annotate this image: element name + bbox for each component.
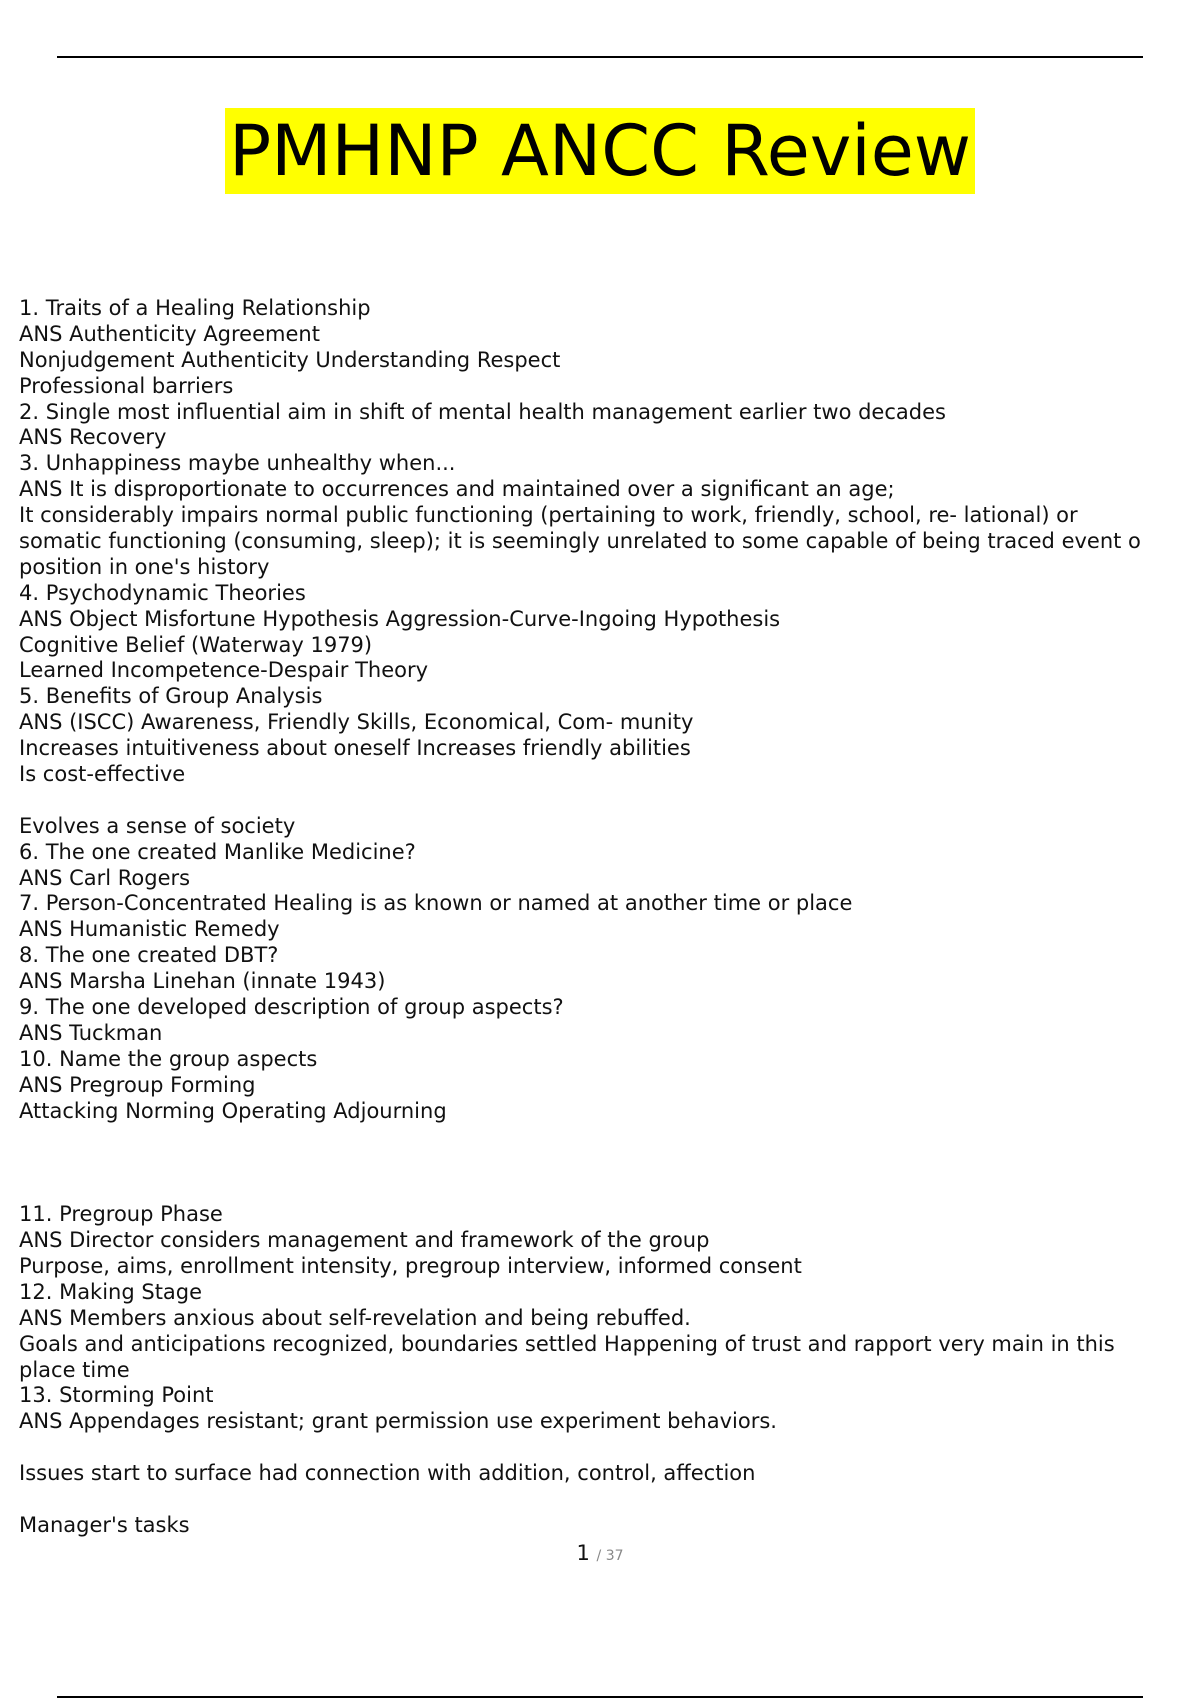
question-line: 7. Person-Concentrated Healing is as known or named at another time or place	[19, 891, 853, 916]
body-line: somatic functioning (consuming, sleep); it is seemingly unrelated to some capable of being traced event o	[19, 529, 1141, 554]
answer-line: ANS (ISCC) Awareness, Friendly Skills, Economical, Com- munity	[19, 710, 694, 735]
body-line: Learned Incompetence-Despair Theory	[19, 658, 429, 683]
body-line: Professional barriers	[19, 373, 234, 398]
question-line: 1. Traits of a Healing Relationship	[19, 296, 371, 320]
page-total: / 37	[596, 1548, 624, 1564]
answer-line: ANS Recovery	[19, 425, 167, 450]
question-line: 10. Name the group aspects	[19, 1046, 318, 1071]
paragraph-gap	[19, 1435, 1200, 1461]
page-indicator	[0, 1541, 1200, 1565]
body-line: Increases intuitiveness about oneself Increases friendly abilities	[19, 736, 691, 761]
body-line: place time	[19, 1357, 130, 1382]
question-line: 8. The one created DBT?	[19, 943, 279, 968]
question-line: 9. The one developed description of group aspects?	[19, 995, 564, 1020]
question-line: 3. Unhappiness maybe unhealthy when...	[19, 451, 456, 476]
body-line: Goals and anticipations recognized, boundaries settled Happening of trust and rapport very main in this	[19, 1331, 1115, 1356]
document-title: PMHNP ANCC Review	[225, 108, 975, 194]
answer-line: ANS Marsha Linehan (innate 1943)	[19, 969, 386, 994]
body-line: It considerably impairs normal public functioning (pertaining to work, friendly, school, re- lational) or	[19, 503, 1078, 528]
answer-line: ANS Authenticity Agreement	[19, 321, 320, 346]
paragraph-gap	[19, 1125, 1200, 1203]
answer-line: ANS It is disproportionate to occurrences and maintained over a significant an age;	[19, 477, 895, 502]
body-line: Evolves a sense of society	[19, 813, 296, 838]
answer-line: ANS Director considers management and framework of the group	[19, 1228, 710, 1253]
answer-line: ANS Carl Rogers	[19, 865, 191, 890]
paragraph-gap	[19, 1487, 1200, 1513]
body-line: Is cost-effective	[19, 762, 186, 787]
question-line: 6. The one created Manlike Medicine?	[19, 839, 416, 864]
body-line: Attacking Norming Operating Adjourning	[19, 1098, 447, 1123]
body-line: position in one's history	[19, 554, 270, 579]
answer-line: ANS Members anxious about self-revelation and being rebuffed.	[19, 1305, 691, 1330]
question-line: 13. Storming Point	[19, 1383, 214, 1408]
question-line: 2. Single most influential aim in shift of mental health management earlier two decades	[19, 399, 946, 424]
document-body	[19, 296, 1200, 1539]
title-container	[0, 108, 1200, 194]
question-line: 4. Psychodynamic Theories	[19, 580, 306, 605]
body-line: Purpose, aims, enrollment intensity, pregroup interview, informed consent	[19, 1253, 802, 1278]
question-line: 12. Making Stage	[19, 1279, 203, 1304]
bottom-rule	[57, 1696, 1143, 1698]
question-line: 5. Benefits of Group Analysis	[19, 684, 323, 709]
body-line: Nonjudgement Authenticity Understanding Respect	[19, 347, 561, 372]
answer-line: ANS Object Misfortune Hypothesis Aggression-Curve-Ingoing Hypothesis	[19, 606, 781, 631]
answer-line: ANS Appendages resistant; grant permission use experiment behaviors.	[19, 1409, 777, 1434]
answer-line: ANS Humanistic Remedy	[19, 917, 280, 942]
body-line: Issues start to surface had connection with addition, control, affection	[19, 1461, 756, 1486]
page-current: 1	[576, 1541, 590, 1565]
answer-line: ANS Tuckman	[19, 1020, 163, 1045]
body-line: Cognitive Belief (Waterway 1979)	[19, 632, 373, 657]
paragraph-gap	[19, 788, 1200, 814]
body-line: Manager's tasks	[19, 1512, 190, 1537]
top-rule	[57, 56, 1143, 58]
question-line: 11. Pregroup Phase	[19, 1202, 223, 1227]
answer-line: ANS Pregroup Forming	[19, 1072, 256, 1097]
